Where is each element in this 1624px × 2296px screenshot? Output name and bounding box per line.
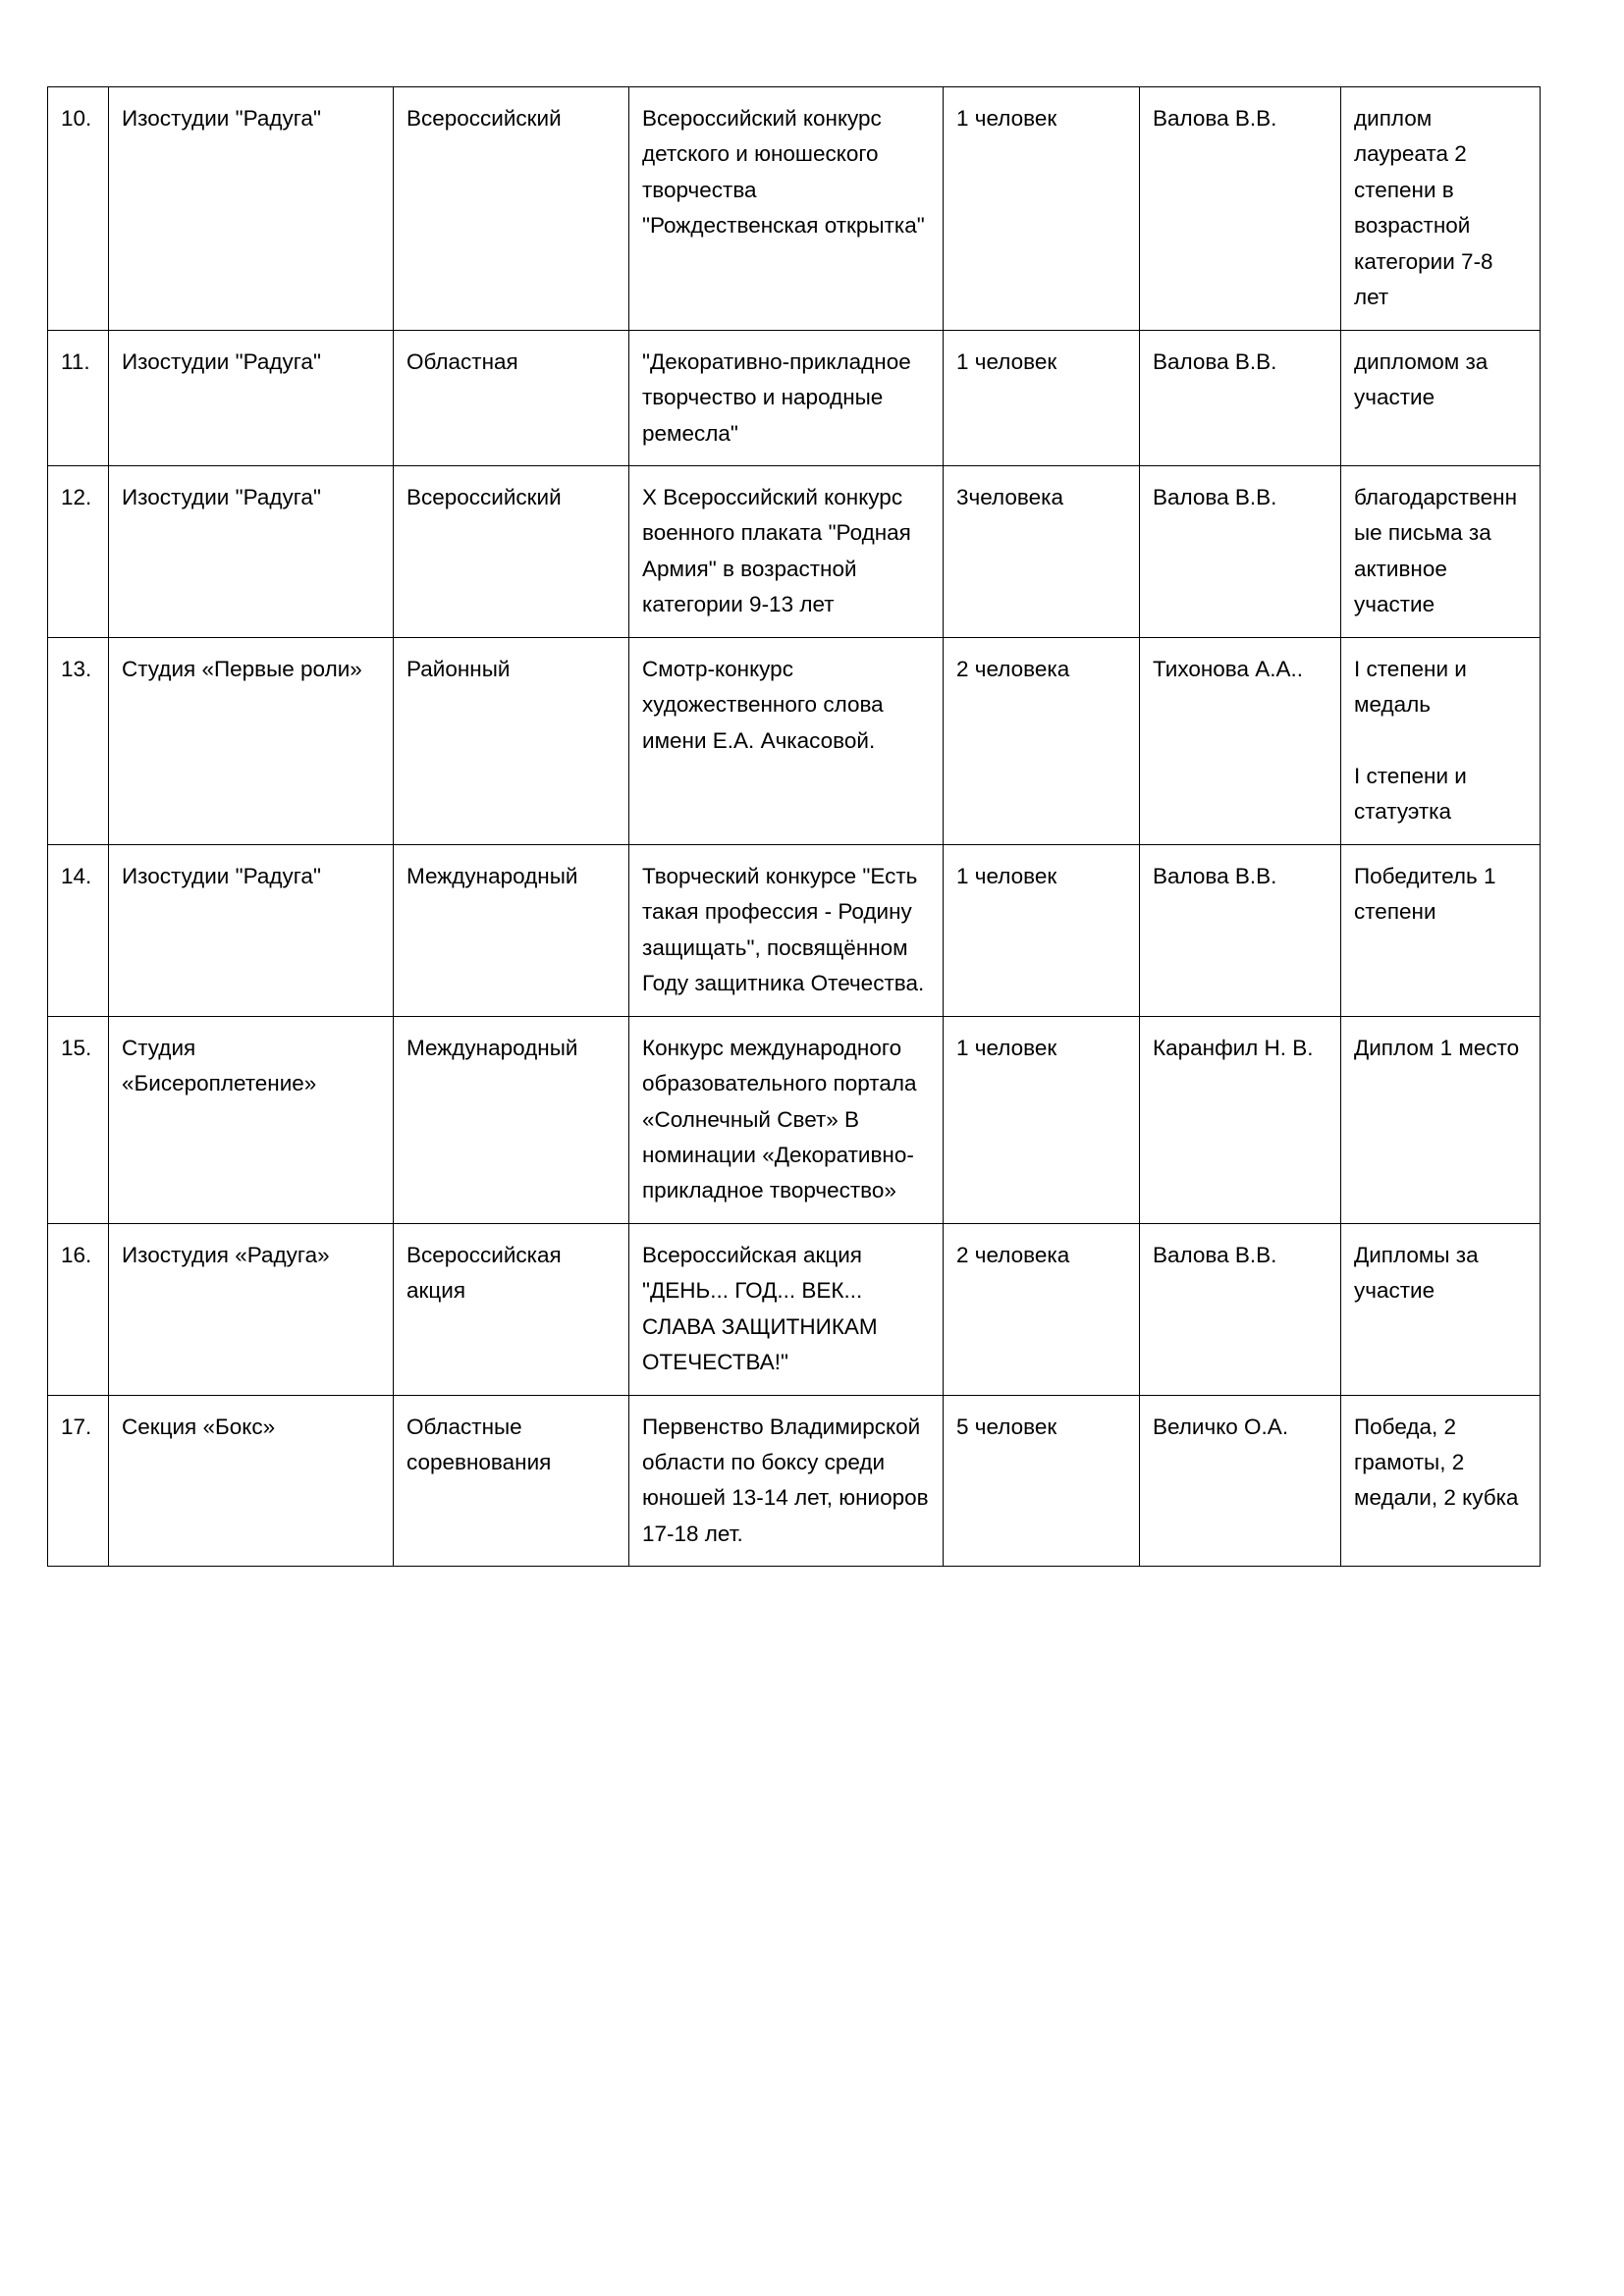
row-event: Конкурс международного образовательного портала «Солнечный Свет» В номинации «Декоративно-прикладное творчество»	[629, 1016, 944, 1223]
row-participants: 2 человека	[944, 637, 1140, 844]
row-result: Диплом 1 место	[1341, 1016, 1541, 1223]
row-result: Дипломы за участие	[1341, 1223, 1541, 1395]
row-result: дипломом за участие	[1341, 330, 1541, 465]
row-result	[1341, 637, 1541, 844]
row-teacher: Величко О.А.	[1140, 1395, 1341, 1567]
row-participants: 1 человек	[944, 844, 1140, 1016]
row-number: 17.	[48, 1395, 109, 1567]
row-event: "Декоративно-прикладное творчество и народные ремесла"	[629, 330, 944, 465]
row-group-name: Изостудии "Радуга"	[109, 844, 394, 1016]
row-event: Всероссийский конкурс детского и юношеского творчества "Рождественская открытка"	[629, 87, 944, 331]
row-participants: 2 человека	[944, 1223, 1140, 1395]
result-line-1: I степени и медаль	[1354, 656, 1467, 718]
row-number: 11.	[48, 330, 109, 465]
row-group-name: Изостудия «Радуга»	[109, 1223, 394, 1395]
row-number: 16.	[48, 1223, 109, 1395]
row-result: диплом лауреата 2 степени в возрастной категории 7-8 лет	[1341, 87, 1541, 331]
row-level: Всероссийская акция	[394, 1223, 629, 1395]
row-group-name: Изостудии "Радуга"	[109, 87, 394, 331]
row-event: Первенство Владимирской области по боксу среди юношей 13-14 лет, юниоров 17-18 лет.	[629, 1395, 944, 1567]
achievements-table	[47, 86, 1541, 1567]
row-level: Районный	[394, 637, 629, 844]
row-participants: 5 человек	[944, 1395, 1140, 1567]
row-number: 13.	[48, 637, 109, 844]
row-event: X Всероссийский конкурс военного плаката "Родная Армия" в возрастной категории 9-13 лет	[629, 465, 944, 637]
row-teacher: Валова В.В.	[1140, 844, 1341, 1016]
table-row	[48, 637, 1541, 844]
row-level: Всероссийский	[394, 465, 629, 637]
row-teacher: Валова В.В.	[1140, 330, 1341, 465]
table-row	[48, 1395, 1541, 1567]
row-participants: 1 человек	[944, 87, 1140, 331]
table-row	[48, 87, 1541, 331]
row-teacher: Валова В.В.	[1140, 87, 1341, 331]
row-number: 10.	[48, 87, 109, 331]
row-group-name: Изостудии "Радуга"	[109, 330, 394, 465]
row-group-name: Студия «Первые роли»	[109, 637, 394, 844]
row-event: Смотр-конкурс художественного слова имени Е.А. Ачкасовой.	[629, 637, 944, 844]
table-row	[48, 1223, 1541, 1395]
row-event: Творческий конкурсе "Есть такая профессия - Родину защищать", посвящённом Году защитника Отечества.	[629, 844, 944, 1016]
table-row	[48, 330, 1541, 465]
table-row	[48, 465, 1541, 637]
row-result: Победитель 1 степени	[1341, 844, 1541, 1016]
row-participants: 1 человек	[944, 1016, 1140, 1223]
row-teacher: Тихонова А.А..	[1140, 637, 1341, 844]
row-group-name: Студия «Бисероплетение»	[109, 1016, 394, 1223]
row-level: Международный	[394, 844, 629, 1016]
row-level: Международный	[394, 1016, 629, 1223]
row-teacher: Валова В.В.	[1140, 465, 1341, 637]
row-group-name: Изостудии "Радуга"	[109, 465, 394, 637]
row-teacher: Каранфил Н. В.	[1140, 1016, 1341, 1223]
row-level: Всероссийский	[394, 87, 629, 331]
row-participants: 1 человек	[944, 330, 1140, 465]
table-row	[48, 844, 1541, 1016]
row-result: Победа, 2 грамоты, 2 медали, 2 кубка	[1341, 1395, 1541, 1567]
row-participants: 3человека	[944, 465, 1140, 637]
row-teacher: Валова В.В.	[1140, 1223, 1341, 1395]
row-group-name: Секция «Бокс»	[109, 1395, 394, 1567]
row-result: благодарственные письма за активное участие	[1341, 465, 1541, 637]
row-number: 12.	[48, 465, 109, 637]
row-level: Областная	[394, 330, 629, 465]
row-level: Областные соревнования	[394, 1395, 629, 1567]
result-line-2: I степени и статуэтка	[1354, 764, 1467, 825]
row-number: 15.	[48, 1016, 109, 1223]
table-row	[48, 1016, 1541, 1223]
row-event: Всероссийская акция "ДЕНЬ... ГОД... ВЕК... СЛАВА ЗАЩИТНИКАМ ОТЕЧЕСТВА!"	[629, 1223, 944, 1395]
row-number: 14.	[48, 844, 109, 1016]
